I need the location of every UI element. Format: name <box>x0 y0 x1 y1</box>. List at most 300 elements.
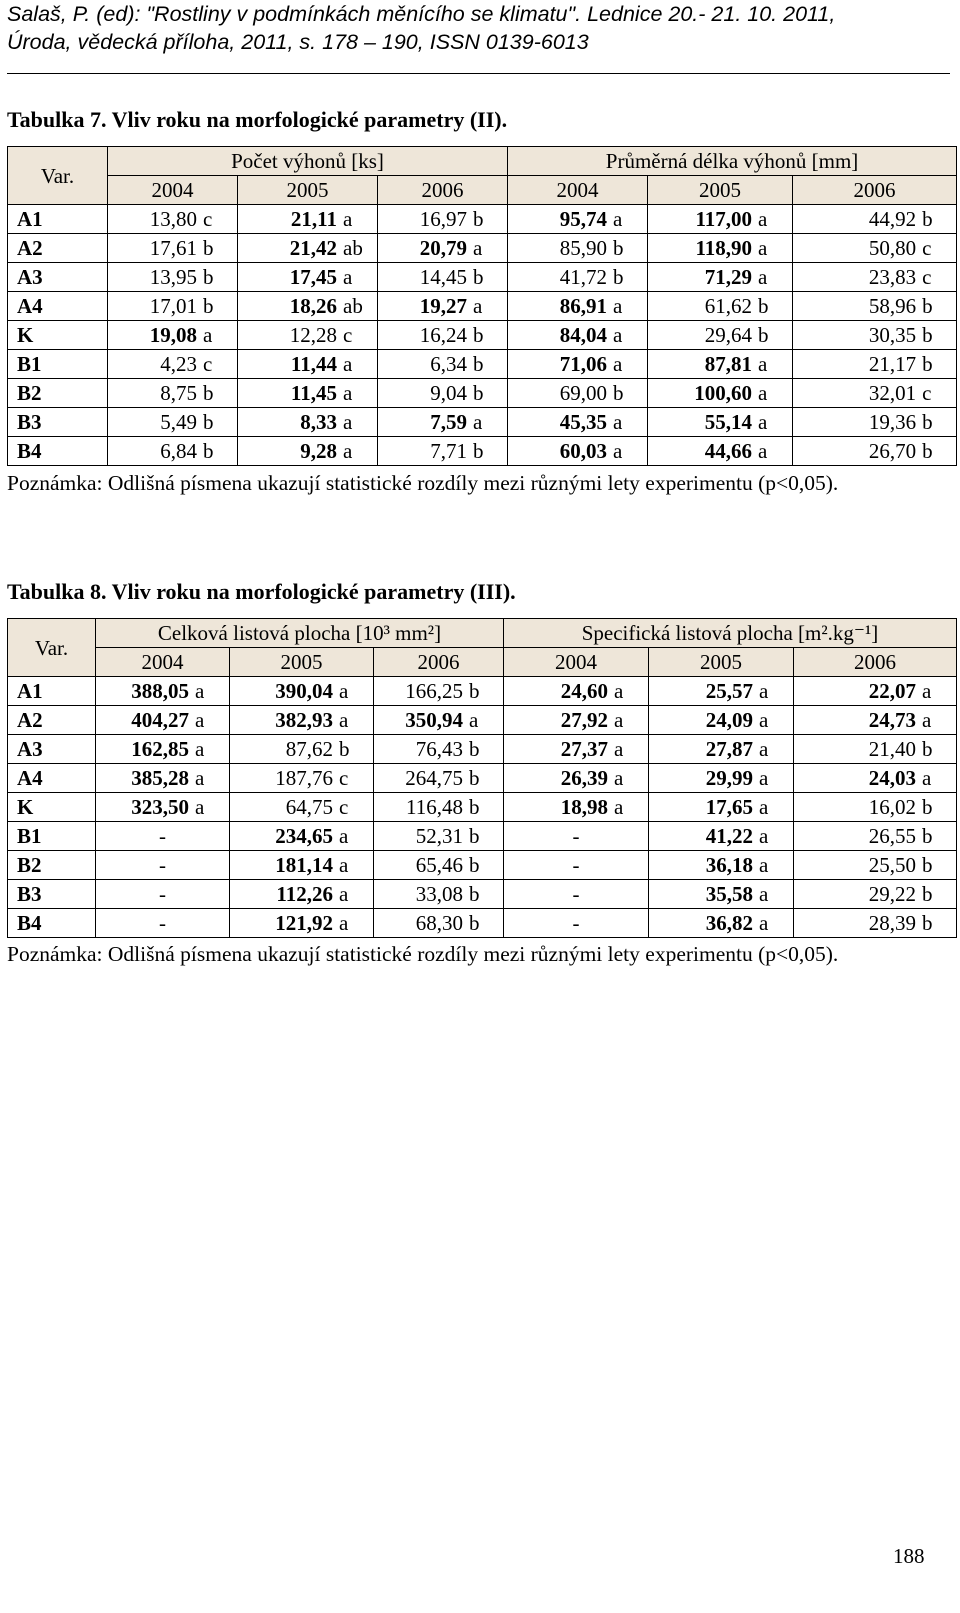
cell-value: 19,36 <box>868 410 917 434</box>
cell-value: 8,33 <box>300 410 337 434</box>
table-cell <box>238 437 378 466</box>
table-row <box>8 735 957 764</box>
significance-letter: a <box>343 265 353 289</box>
table-row <box>8 379 957 408</box>
table7-group2-header: Průměrná délka výhonů [mm] <box>508 147 957 176</box>
cell-value: 11,44 <box>290 352 337 376</box>
significance-letter: a <box>613 439 623 463</box>
significance-letter: b <box>613 265 624 289</box>
cell-value: 22,07 <box>868 679 916 703</box>
table-cell <box>793 350 957 379</box>
cell-value: 18,26 <box>289 294 337 318</box>
variant-label: A2 <box>8 234 108 263</box>
cell-value: 121,92 <box>275 911 333 935</box>
table-cell <box>648 234 793 263</box>
significance-letter: a <box>339 708 349 732</box>
table-cell <box>648 350 793 379</box>
variant-label: A3 <box>8 735 96 764</box>
table-row <box>8 234 957 263</box>
cell-value: 21,42 <box>289 236 337 260</box>
table-cell <box>794 764 957 793</box>
table-cell <box>504 764 649 793</box>
table-cell <box>504 677 649 706</box>
significance-letter: b <box>203 381 214 405</box>
significance-letter: a <box>473 294 483 318</box>
table-cell <box>108 350 238 379</box>
variant-label: A4 <box>8 764 96 793</box>
table-cell <box>230 677 374 706</box>
table-cell <box>648 263 793 292</box>
table8-note <box>7 939 956 969</box>
significance-letter: a <box>922 708 932 732</box>
cell-value: 181,14 <box>275 853 333 877</box>
significance-letter: b <box>922 737 933 761</box>
cell-value: 87,81 <box>704 352 753 376</box>
significance-letter: c <box>203 207 213 231</box>
significance-letter: b <box>203 265 214 289</box>
cell-value: 44,66 <box>704 439 753 463</box>
table-cell <box>504 706 649 735</box>
significance-letter: a <box>343 410 353 434</box>
significance-letter: b <box>922 882 933 906</box>
cell-value: 12,28 <box>289 323 337 347</box>
table-cell <box>378 379 508 408</box>
significance-letter: c <box>922 265 932 289</box>
cell-value: 28,39 <box>868 911 916 935</box>
table-cell <box>508 263 648 292</box>
significance-letter: b <box>922 911 933 935</box>
table-cell <box>374 793 504 822</box>
significance-letter: b <box>473 352 484 376</box>
table-cell <box>793 408 957 437</box>
cell-value: 166,25 <box>405 679 463 703</box>
cell-value: 6,84 <box>160 439 197 463</box>
cell-value: 19,08 <box>149 323 197 347</box>
cell-value: 50,80 <box>868 236 917 260</box>
cell-value: 382,93 <box>275 708 333 732</box>
significance-letter: a <box>758 207 768 231</box>
table-cell <box>793 321 957 350</box>
table-cell <box>96 822 230 851</box>
table-cell <box>794 677 957 706</box>
variant-label: A2 <box>8 706 96 735</box>
table-cell <box>648 321 793 350</box>
significance-letter: b <box>922 824 933 848</box>
table-cell <box>649 706 794 735</box>
cell-value: 27,92 <box>560 708 608 732</box>
significance-letter: a <box>759 882 769 906</box>
significance-letter: a <box>613 294 623 318</box>
significance-letter: c <box>343 323 353 347</box>
table-cell <box>108 379 238 408</box>
table8-year-header: 2004 <box>96 648 230 677</box>
table-cell <box>508 321 648 350</box>
table-cell <box>648 437 793 466</box>
table7-caption: Tabulka 7. Vliv roku na morfologické parametry (II). <box>7 107 508 132</box>
cell-value: 350,94 <box>405 708 463 732</box>
cell-value: 5,49 <box>160 410 197 434</box>
cell-value: 187,76 <box>275 766 333 790</box>
significance-letter: b <box>469 766 480 790</box>
table7-year-header: 2005 <box>648 176 793 205</box>
variant-label: A3 <box>8 263 108 292</box>
significance-letter: a <box>195 766 205 790</box>
significance-letter: a <box>759 679 769 703</box>
table-cell <box>374 909 504 938</box>
table-cell <box>96 909 230 938</box>
cell-value: 116,48 <box>406 795 463 819</box>
significance-letter: a <box>759 824 769 848</box>
table-cell <box>508 234 648 263</box>
table-cell <box>108 263 238 292</box>
table-cell <box>649 822 794 851</box>
significance-letter: a <box>922 766 932 790</box>
significance-letter: a <box>613 410 623 434</box>
cell-value: 65,46 <box>415 853 463 877</box>
cell-value: 32,01 <box>868 381 917 405</box>
table-cell <box>238 292 378 321</box>
significance-letter: b <box>922 853 933 877</box>
table-cell <box>508 437 648 466</box>
significance-letter: a <box>195 708 205 732</box>
significance-letter: c <box>339 795 349 819</box>
cell-value: 27,87 <box>705 737 753 761</box>
table-cell <box>238 205 378 234</box>
significance-letter: a <box>343 439 353 463</box>
significance-letter: a <box>614 766 624 790</box>
significance-letter: a <box>195 795 205 819</box>
table-cell <box>649 880 794 909</box>
cell-value: 16,97 <box>419 207 468 231</box>
significance-letter: b <box>922 323 933 347</box>
table7-year-row <box>8 176 957 205</box>
cell-value: - <box>572 824 580 848</box>
table-row <box>8 706 957 735</box>
cell-value: 29,99 <box>705 766 753 790</box>
table-cell <box>96 735 230 764</box>
cell-value: 24,09 <box>705 708 753 732</box>
table-cell <box>374 880 504 909</box>
significance-letter: b <box>473 323 484 347</box>
table-cell <box>649 909 794 938</box>
cell-value: 404,27 <box>131 708 189 732</box>
significance-letter: b <box>758 294 769 318</box>
variant-label: B4 <box>8 437 108 466</box>
variant-label: A1 <box>8 205 108 234</box>
table7-year-header: 2006 <box>378 176 508 205</box>
significance-letter: b <box>469 795 480 819</box>
cell-value: 17,65 <box>705 795 753 819</box>
table-cell <box>793 263 957 292</box>
cell-value: 30,35 <box>868 323 917 347</box>
cell-value: 19,27 <box>419 294 468 318</box>
cell-value: 323,50 <box>131 795 189 819</box>
significance-letter: a <box>613 352 623 376</box>
table-cell <box>96 793 230 822</box>
table-row <box>8 205 957 234</box>
significance-letter: a <box>614 679 624 703</box>
table8-group2-header: Specifická listová plocha [m².kg⁻¹] <box>504 619 957 648</box>
cell-value: 234,65 <box>275 824 333 848</box>
cell-value: 21,17 <box>868 352 917 376</box>
table8-var-header: Var. <box>8 619 96 677</box>
cell-value: 24,03 <box>868 766 916 790</box>
table-cell <box>230 822 374 851</box>
table-cell <box>794 706 957 735</box>
cell-value: 26,70 <box>868 439 917 463</box>
cell-value: 44,92 <box>868 207 917 231</box>
cell-value: 388,05 <box>131 679 189 703</box>
cell-value: 61,62 <box>704 294 753 318</box>
cell-value: - <box>572 882 580 906</box>
cell-value: 64,75 <box>285 795 333 819</box>
significance-letter: a <box>614 737 624 761</box>
table-row <box>8 677 957 706</box>
table7 <box>7 146 957 466</box>
significance-letter: b <box>469 824 480 848</box>
table-cell <box>648 408 793 437</box>
table7-var-header: Var. <box>8 147 108 205</box>
table-cell <box>378 321 508 350</box>
table-cell <box>96 706 230 735</box>
significance-letter: b <box>203 294 214 318</box>
table-cell <box>794 880 957 909</box>
significance-letter: b <box>613 381 624 405</box>
significance-letter: a <box>759 737 769 761</box>
significance-letter: a <box>343 207 353 231</box>
significance-letter: c <box>203 352 213 376</box>
cell-value: 76,43 <box>415 737 463 761</box>
table8-group1-header: Celková listová plocha [10³ mm²] <box>96 619 504 648</box>
cell-value: 55,14 <box>704 410 753 434</box>
cell-value: 13,95 <box>149 265 197 289</box>
table-cell <box>794 851 957 880</box>
significance-letter: b <box>922 795 933 819</box>
table-row <box>8 321 957 350</box>
cell-value: 112,26 <box>276 882 333 906</box>
table-cell <box>378 263 508 292</box>
significance-letter: b <box>203 410 214 434</box>
cell-value: - <box>572 853 580 877</box>
table-cell <box>238 234 378 263</box>
cell-value: 14,45 <box>419 265 468 289</box>
table7-year-header: 2006 <box>793 176 957 205</box>
table7-year-header: 2005 <box>238 176 378 205</box>
table-cell <box>374 735 504 764</box>
table-row <box>8 909 957 938</box>
table-cell <box>504 735 649 764</box>
variant-label: B1 <box>8 350 108 379</box>
cell-value: 162,85 <box>131 737 189 761</box>
running-header <box>7 0 835 56</box>
table-cell <box>378 292 508 321</box>
significance-letter: a <box>339 824 349 848</box>
table-cell <box>96 880 230 909</box>
cell-value: 68,30 <box>415 911 463 935</box>
table-cell <box>108 205 238 234</box>
table-row <box>8 408 957 437</box>
table-cell <box>508 379 648 408</box>
significance-letter: b <box>922 207 933 231</box>
cell-value: - <box>159 853 166 877</box>
cell-value: - <box>159 911 166 935</box>
cell-value: 71,06 <box>559 352 608 376</box>
table-cell <box>793 437 957 466</box>
cell-value: 13,80 <box>149 207 197 231</box>
table-cell <box>793 379 957 408</box>
table-cell <box>108 321 238 350</box>
significance-letter: a <box>339 853 349 877</box>
page-number: 188 <box>893 1544 925 1568</box>
variant-label: B2 <box>8 851 96 880</box>
table-cell <box>508 292 648 321</box>
cell-value: 264,75 <box>405 766 463 790</box>
cell-value: 24,60 <box>560 679 608 703</box>
variant-label: B2 <box>8 379 108 408</box>
table-cell <box>378 205 508 234</box>
table-cell <box>230 880 374 909</box>
table7-year-header: 2004 <box>508 176 648 205</box>
table-cell <box>794 793 957 822</box>
table-cell <box>504 880 649 909</box>
cell-value: 23,83 <box>868 265 917 289</box>
table8-year-header: 2005 <box>649 648 794 677</box>
significance-letter: a <box>614 708 624 732</box>
table7-note <box>7 468 956 498</box>
significance-letter: b <box>473 265 484 289</box>
significance-letter: b <box>469 853 480 877</box>
table-cell <box>504 822 649 851</box>
cell-value: 84,04 <box>559 323 608 347</box>
cell-value: 21,11 <box>290 207 337 231</box>
cell-value: 25,50 <box>868 853 916 877</box>
table-cell <box>508 408 648 437</box>
significance-letter: b <box>339 737 350 761</box>
table-cell <box>649 677 794 706</box>
cell-value: 16,24 <box>419 323 468 347</box>
table-cell <box>96 764 230 793</box>
significance-letter: b <box>203 236 214 260</box>
table-cell <box>648 292 793 321</box>
cell-value: 17,01 <box>149 294 197 318</box>
table-cell <box>649 764 794 793</box>
cell-value: 58,96 <box>868 294 917 318</box>
cell-value: 26,55 <box>868 824 916 848</box>
table-cell <box>230 735 374 764</box>
cell-value: - <box>159 824 166 848</box>
variant-label: B3 <box>8 880 96 909</box>
table-cell <box>108 437 238 466</box>
header-line-1: Salaš, P. (ed): "Rostliny v podmínkách měnícího se klimatu". Lednice 20.- 21. 10. 2011, <box>7 2 836 26</box>
significance-letter: ab <box>343 294 363 318</box>
variant-label: B1 <box>8 822 96 851</box>
cell-value: 6,34 <box>430 352 468 376</box>
significance-letter: a <box>758 236 768 260</box>
table-cell <box>649 793 794 822</box>
cell-value: 118,90 <box>695 236 753 260</box>
table8-year-header: 2006 <box>374 648 504 677</box>
table8-note-text: Poznámka: Odlišná písmena ukazují statistické rozdíly mezi různými lety experimentu (p<0,05). <box>7 942 839 966</box>
cell-value: 16,02 <box>868 795 916 819</box>
cell-value: 117,00 <box>695 207 753 231</box>
significance-letter: b <box>469 911 480 935</box>
cell-value: 85,90 <box>559 236 608 260</box>
significance-letter: a <box>759 795 769 819</box>
significance-letter: b <box>922 294 933 318</box>
table-cell <box>648 379 793 408</box>
cell-value: 86,91 <box>559 294 608 318</box>
table-cell <box>504 793 649 822</box>
table-cell <box>504 909 649 938</box>
significance-letter: a <box>339 882 349 906</box>
variant-label: K <box>8 321 108 350</box>
significance-letter: a <box>758 352 768 376</box>
table-cell <box>238 350 378 379</box>
table-cell <box>793 234 957 263</box>
significance-letter: a <box>613 207 623 231</box>
significance-letter: a <box>473 236 483 260</box>
cell-value: 4,23 <box>160 352 197 376</box>
significance-letter: a <box>614 795 624 819</box>
significance-letter: c <box>922 381 932 405</box>
table-row <box>8 764 957 793</box>
table-cell <box>374 851 504 880</box>
table-cell <box>504 851 649 880</box>
significance-letter: b <box>473 207 484 231</box>
cell-value: 390,04 <box>275 679 333 703</box>
cell-value: 7,59 <box>430 410 468 434</box>
significance-letter: a <box>758 410 768 434</box>
significance-letter: a <box>758 265 768 289</box>
cell-value: 71,29 <box>704 265 753 289</box>
significance-letter: b <box>473 381 484 405</box>
cell-value: 17,45 <box>289 265 337 289</box>
table-row <box>8 437 957 466</box>
cell-value: 27,37 <box>560 737 608 761</box>
cell-value: 36,82 <box>705 911 753 935</box>
table8 <box>7 618 957 938</box>
cell-value: - <box>159 882 166 906</box>
significance-letter: a <box>759 911 769 935</box>
table8-year-row <box>8 648 957 677</box>
variant-label: K <box>8 793 96 822</box>
significance-letter: a <box>473 410 483 434</box>
significance-letter: a <box>195 679 205 703</box>
table-cell <box>374 706 504 735</box>
significance-letter: b <box>469 679 480 703</box>
significance-letter: a <box>759 766 769 790</box>
cell-value: 385,28 <box>131 766 189 790</box>
significance-letter: a <box>339 679 349 703</box>
cell-value: 25,57 <box>705 679 753 703</box>
table-row <box>8 292 957 321</box>
significance-letter: a <box>343 381 353 405</box>
cell-value: 18,98 <box>560 795 608 819</box>
table-cell <box>108 408 238 437</box>
header-line-2: Úroda, vědecká příloha, 2011, s. 178 – 190, ISSN 0139-6013 <box>7 30 589 54</box>
significance-letter: c <box>339 766 349 790</box>
significance-letter: b <box>922 352 933 376</box>
significance-letter: a <box>758 381 768 405</box>
variant-label: A4 <box>8 292 108 321</box>
table-cell <box>230 909 374 938</box>
cell-value: - <box>572 911 580 935</box>
cell-value: 95,74 <box>559 207 608 231</box>
table-cell <box>96 677 230 706</box>
significance-letter: a <box>758 439 768 463</box>
cell-value: 33,08 <box>415 882 463 906</box>
significance-letter: b <box>922 439 933 463</box>
